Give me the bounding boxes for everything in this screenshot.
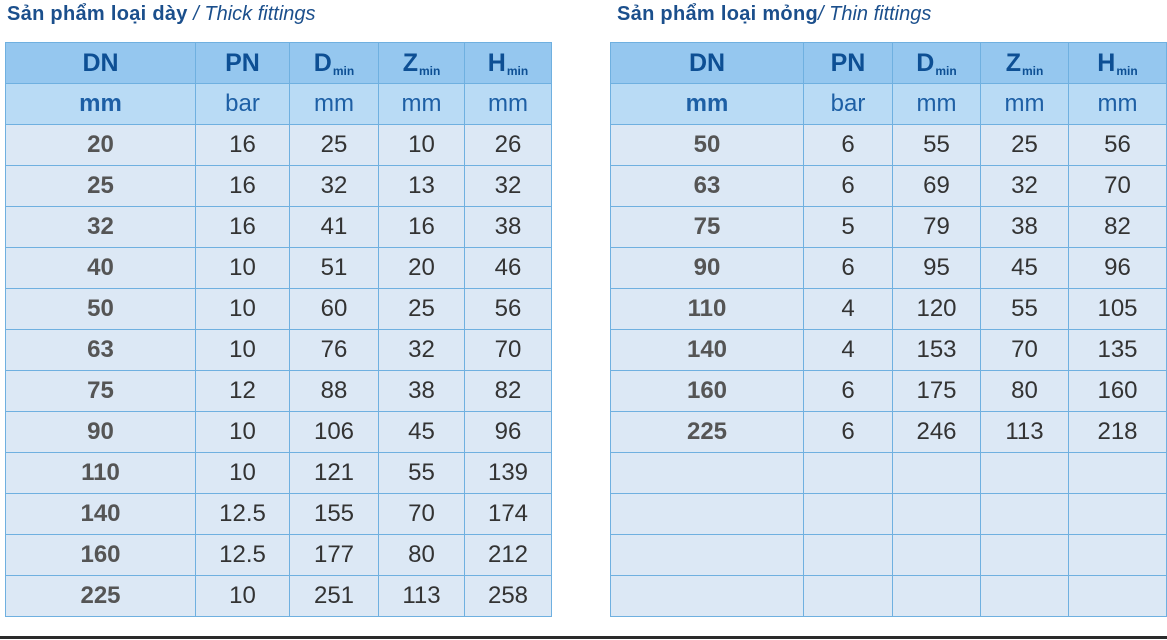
table-cell: 45: [981, 248, 1069, 289]
table-cell: [804, 535, 893, 576]
column-unit: mm: [290, 84, 379, 125]
table-cell: 16: [379, 207, 465, 248]
table-cell: 56: [465, 289, 552, 330]
table-cell: [611, 453, 804, 494]
table-cell: 6: [804, 248, 893, 289]
table-cell: 32: [379, 330, 465, 371]
column-header: [379, 43, 465, 84]
table-row: [611, 166, 1167, 207]
table-cell: 135: [1069, 330, 1167, 371]
column-unit: mm: [611, 84, 804, 125]
table-cell: 160: [1069, 371, 1167, 412]
thin-fittings-title-vn: Sản phẩm loại mỏng: [617, 3, 818, 25]
table-cell: 60: [290, 289, 379, 330]
table-cell: 76: [290, 330, 379, 371]
table-cell: 106: [290, 412, 379, 453]
column-unit: mm: [465, 84, 552, 125]
table-cell: 50: [611, 125, 804, 166]
table-cell: [893, 453, 981, 494]
table-cell: 32: [290, 166, 379, 207]
table-cell: 20: [6, 125, 196, 166]
column-header-subscript: min: [506, 63, 529, 78]
table-cell: 6: [804, 371, 893, 412]
column-header-label: H: [487, 48, 506, 77]
table-row: [611, 371, 1167, 412]
table-cell: 32: [6, 207, 196, 248]
table-cell: [804, 576, 893, 617]
table-cell: 38: [981, 207, 1069, 248]
unit-row: [611, 84, 1167, 125]
table-cell: 153: [893, 330, 981, 371]
column-header-label: Z: [402, 48, 418, 77]
table-cell: 80: [379, 535, 465, 576]
table-cell: 70: [379, 494, 465, 535]
column-header-label: DN: [688, 48, 726, 77]
table-cell: 5: [804, 207, 893, 248]
table-row: [6, 166, 552, 207]
table-cell: 16: [196, 207, 290, 248]
header-row: [6, 43, 552, 84]
table-cell: 96: [465, 412, 552, 453]
table-row: [611, 330, 1167, 371]
table-cell: 56: [1069, 125, 1167, 166]
table-cell: 20: [379, 248, 465, 289]
column-header-subscript: min: [418, 63, 441, 78]
table-cell: 50: [6, 289, 196, 330]
table-cell: 82: [465, 371, 552, 412]
column-header: [611, 43, 804, 84]
table-cell: [1069, 576, 1167, 617]
column-header-label: PN: [225, 48, 260, 77]
table-cell: 6: [804, 125, 893, 166]
table-cell: [1069, 535, 1167, 576]
table-row: [6, 453, 552, 494]
column-header-label: H: [1097, 48, 1116, 77]
column-unit: mm: [379, 84, 465, 125]
table-cell: 69: [893, 166, 981, 207]
column-unit: bar: [804, 84, 893, 125]
thin-fittings-title: [617, 0, 931, 30]
table-cell: 4: [804, 289, 893, 330]
table-row: [6, 248, 552, 289]
thick-fittings-title-separator: /: [187, 3, 205, 25]
column-header-label: PN: [830, 48, 866, 77]
table-cell: 10: [379, 125, 465, 166]
table-cell: 113: [981, 412, 1069, 453]
table-cell: 13: [379, 166, 465, 207]
table-cell: 10: [196, 412, 290, 453]
table-cell: 46: [465, 248, 552, 289]
table-cell: [981, 453, 1069, 494]
table-cell: 6: [804, 166, 893, 207]
table-cell: [804, 453, 893, 494]
bottom-divider: [0, 636, 1167, 639]
table-cell: 225: [611, 412, 804, 453]
table-cell: 175: [893, 371, 981, 412]
column-header-label: Z: [1005, 48, 1021, 77]
thin-fittings-title-separator: /: [817, 3, 830, 25]
table-cell: 80: [981, 371, 1069, 412]
table-cell: 63: [6, 330, 196, 371]
table-cell: 45: [379, 412, 465, 453]
table-row: [611, 453, 1167, 494]
table-cell: 120: [893, 289, 981, 330]
table-cell: 155: [290, 494, 379, 535]
table-cell: 218: [1069, 412, 1167, 453]
table-cell: [611, 494, 804, 535]
table-cell: 55: [893, 125, 981, 166]
table-cell: 110: [6, 453, 196, 494]
column-header-subscript: min: [332, 63, 355, 78]
table-cell: 140: [6, 494, 196, 535]
table-cell: 12: [196, 371, 290, 412]
table-cell: 16: [196, 125, 290, 166]
thick-fittings-title: [7, 0, 316, 30]
table-cell: 40: [6, 248, 196, 289]
table-cell: 10: [196, 330, 290, 371]
table-cell: 38: [379, 371, 465, 412]
column-header: [981, 43, 1069, 84]
table-cell: 16: [196, 166, 290, 207]
table-cell: [981, 535, 1069, 576]
unit-row: [6, 84, 552, 125]
table-cell: 51: [290, 248, 379, 289]
table-cell: 55: [379, 453, 465, 494]
table-cell: 251: [290, 576, 379, 617]
table-cell: 82: [1069, 207, 1167, 248]
table-cell: [611, 576, 804, 617]
table-cell: 177: [290, 535, 379, 576]
table-row: [6, 125, 552, 166]
table-cell: 12.5: [196, 535, 290, 576]
table-cell: 90: [6, 412, 196, 453]
table-row: [6, 494, 552, 535]
table-cell: [804, 494, 893, 535]
thin-fittings-title-en: Thin fittings: [829, 3, 932, 25]
table-row: [611, 125, 1167, 166]
column-header-label: D: [916, 48, 935, 77]
table-cell: 10: [196, 248, 290, 289]
table-cell: 10: [196, 576, 290, 617]
column-header: [804, 43, 893, 84]
table-cell: 140: [611, 330, 804, 371]
table-cell: 55: [981, 289, 1069, 330]
header-row: [611, 43, 1167, 84]
table-cell: 38: [465, 207, 552, 248]
table-row: [611, 535, 1167, 576]
table-cell: 70: [1069, 166, 1167, 207]
table-cell: 32: [465, 166, 552, 207]
column-header: [465, 43, 552, 84]
table-cell: 88: [290, 371, 379, 412]
table-cell: 75: [611, 207, 804, 248]
column-unit: mm: [893, 84, 981, 125]
table-cell: [1069, 453, 1167, 494]
column-header: [290, 43, 379, 84]
table-cell: 4: [804, 330, 893, 371]
table-row: [611, 207, 1167, 248]
table-cell: 25: [379, 289, 465, 330]
table-cell: [611, 535, 804, 576]
table-row: [6, 207, 552, 248]
column-header: [6, 43, 196, 84]
table-cell: 70: [981, 330, 1069, 371]
column-unit: mm: [6, 84, 196, 125]
table-cell: 70: [465, 330, 552, 371]
table-cell: 258: [465, 576, 552, 617]
table-cell: 246: [893, 412, 981, 453]
table-cell: [893, 494, 981, 535]
table-cell: 174: [465, 494, 552, 535]
column-header: [893, 43, 981, 84]
table-cell: 105: [1069, 289, 1167, 330]
table-row: [6, 371, 552, 412]
column-header: [196, 43, 290, 84]
table-cell: 212: [465, 535, 552, 576]
column-header: [1069, 43, 1167, 84]
table-row: [611, 248, 1167, 289]
table-cell: 113: [379, 576, 465, 617]
table-row: [611, 289, 1167, 330]
table-cell: 25: [290, 125, 379, 166]
table-cell: 121: [290, 453, 379, 494]
table-cell: 12.5: [196, 494, 290, 535]
table-cell: 26: [465, 125, 552, 166]
table-cell: 63: [611, 166, 804, 207]
column-unit: mm: [1069, 84, 1167, 125]
table-row: [611, 412, 1167, 453]
table-cell: [981, 576, 1069, 617]
table-cell: 6: [804, 412, 893, 453]
table-cell: [1069, 494, 1167, 535]
table-cell: 160: [611, 371, 804, 412]
table-row: [611, 576, 1167, 617]
table-cell: 90: [611, 248, 804, 289]
thin-fittings-table: [610, 42, 1167, 617]
column-header-label: D: [313, 48, 332, 77]
thick-fittings-title-vn: Sản phẩm loại dày: [7, 3, 188, 25]
table-row: [611, 494, 1167, 535]
table-cell: [893, 535, 981, 576]
thick-fittings-title-en: Thick fittings: [204, 3, 316, 25]
table-cell: 96: [1069, 248, 1167, 289]
table-row: [6, 535, 552, 576]
column-header-subscript: min: [935, 63, 957, 78]
column-unit: bar: [196, 84, 290, 125]
column-unit: mm: [981, 84, 1069, 125]
thick-fittings-table: [5, 42, 552, 617]
table-cell: 41: [290, 207, 379, 248]
table-row: [6, 289, 552, 330]
table-cell: [893, 576, 981, 617]
table-row: [6, 330, 552, 371]
table-cell: 160: [6, 535, 196, 576]
column-header-subscript: min: [1021, 63, 1044, 78]
table-cell: 110: [611, 289, 804, 330]
table-cell: 25: [981, 125, 1069, 166]
table-cell: 10: [196, 453, 290, 494]
table-cell: [981, 494, 1069, 535]
table-cell: 10: [196, 289, 290, 330]
table-cell: 95: [893, 248, 981, 289]
table-row: [6, 576, 552, 617]
table-cell: 79: [893, 207, 981, 248]
table-cell: 32: [981, 166, 1069, 207]
table-cell: 75: [6, 371, 196, 412]
table-cell: 225: [6, 576, 196, 617]
column-header-subscript: min: [1116, 63, 1138, 78]
table-row: [6, 412, 552, 453]
table-cell: 139: [465, 453, 552, 494]
table-cell: 25: [6, 166, 196, 207]
column-header-label: DN: [82, 48, 119, 77]
